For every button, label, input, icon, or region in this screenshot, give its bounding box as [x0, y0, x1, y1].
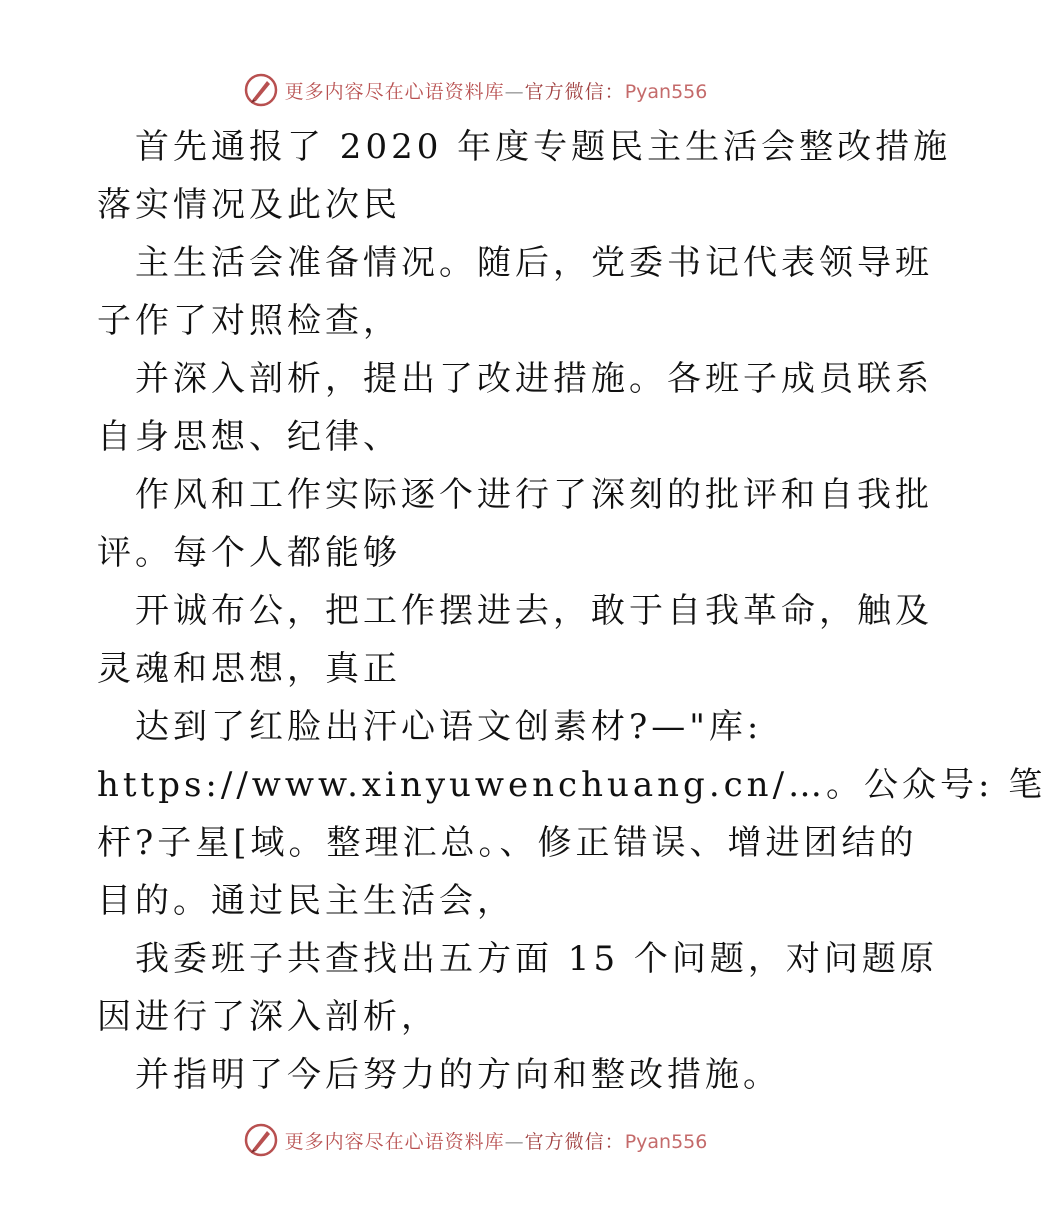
footer-watermark — [0, 1120, 950, 1160]
watermark-wechat-id: Pyan556 — [624, 1130, 708, 1153]
header-watermark — [0, 70, 950, 110]
quill-pen-logo-icon — [243, 72, 279, 108]
paragraph-line: 自身思想、纪律、 — [97, 417, 401, 457]
watermark-text — [285, 1127, 708, 1154]
paragraph-line: 目的。通过民主生活会， — [97, 881, 515, 921]
quill-pen-logo-icon — [243, 1122, 279, 1158]
paragraph-line: 子作了对照检查， — [97, 301, 401, 341]
watermark-separator: — — [504, 80, 525, 103]
paragraph-line: 并深入剖析，提出了改进措施。各班子成员联系 — [135, 359, 933, 399]
paragraph-line: 主生活会准备情况。随后，党委书记代表领导班 — [135, 243, 933, 283]
watermark-title: 更多内容尽在心语资料库 — [284, 80, 505, 103]
paragraph-line: 达到了红脸出汗心语文创素材?—"库: — [135, 707, 763, 747]
paragraph-line: 作风和工作实际逐个进行了深刻的批评和自我批 — [135, 475, 933, 515]
watermark-title: 更多内容尽在心语资料库 — [284, 1130, 505, 1153]
paragraph-line: 灵魂和思想，真正 — [97, 649, 401, 689]
paragraph-line: 首先通报了 2020 年度专题民主生活会整改措施 — [135, 127, 952, 167]
document-body — [97, 118, 1046, 1104]
paragraph-line: 因进行了深入剖析， — [97, 997, 439, 1037]
url-line: https://www.xinyuwenchuang.cn/…。公众号: 笔 — [97, 765, 1046, 805]
paragraph-line: 我委班子共查找出五方面 15 个问题，对问题原 — [135, 939, 938, 979]
paragraph-line: 开诚布公，把工作摆进去，敢于自我革命，触及 — [135, 591, 933, 631]
watermark-wechat-id: Pyan556 — [624, 80, 708, 103]
paragraph-line: 评。每个人都能够 — [97, 533, 401, 573]
paragraph-line: 落实情况及此次民 — [97, 185, 401, 225]
paragraph-line: 并指明了今后努力的方向和整改措施。 — [135, 1055, 781, 1095]
watermark-text — [285, 77, 708, 104]
watermark-wechat-label: 官方微信： — [524, 1130, 625, 1153]
watermark-separator: — — [504, 1130, 525, 1153]
paragraph-line: 杆?子星[域。整理汇总。、修正错误、增进团结的 — [97, 823, 918, 863]
watermark-wechat-label: 官方微信： — [524, 80, 625, 103]
